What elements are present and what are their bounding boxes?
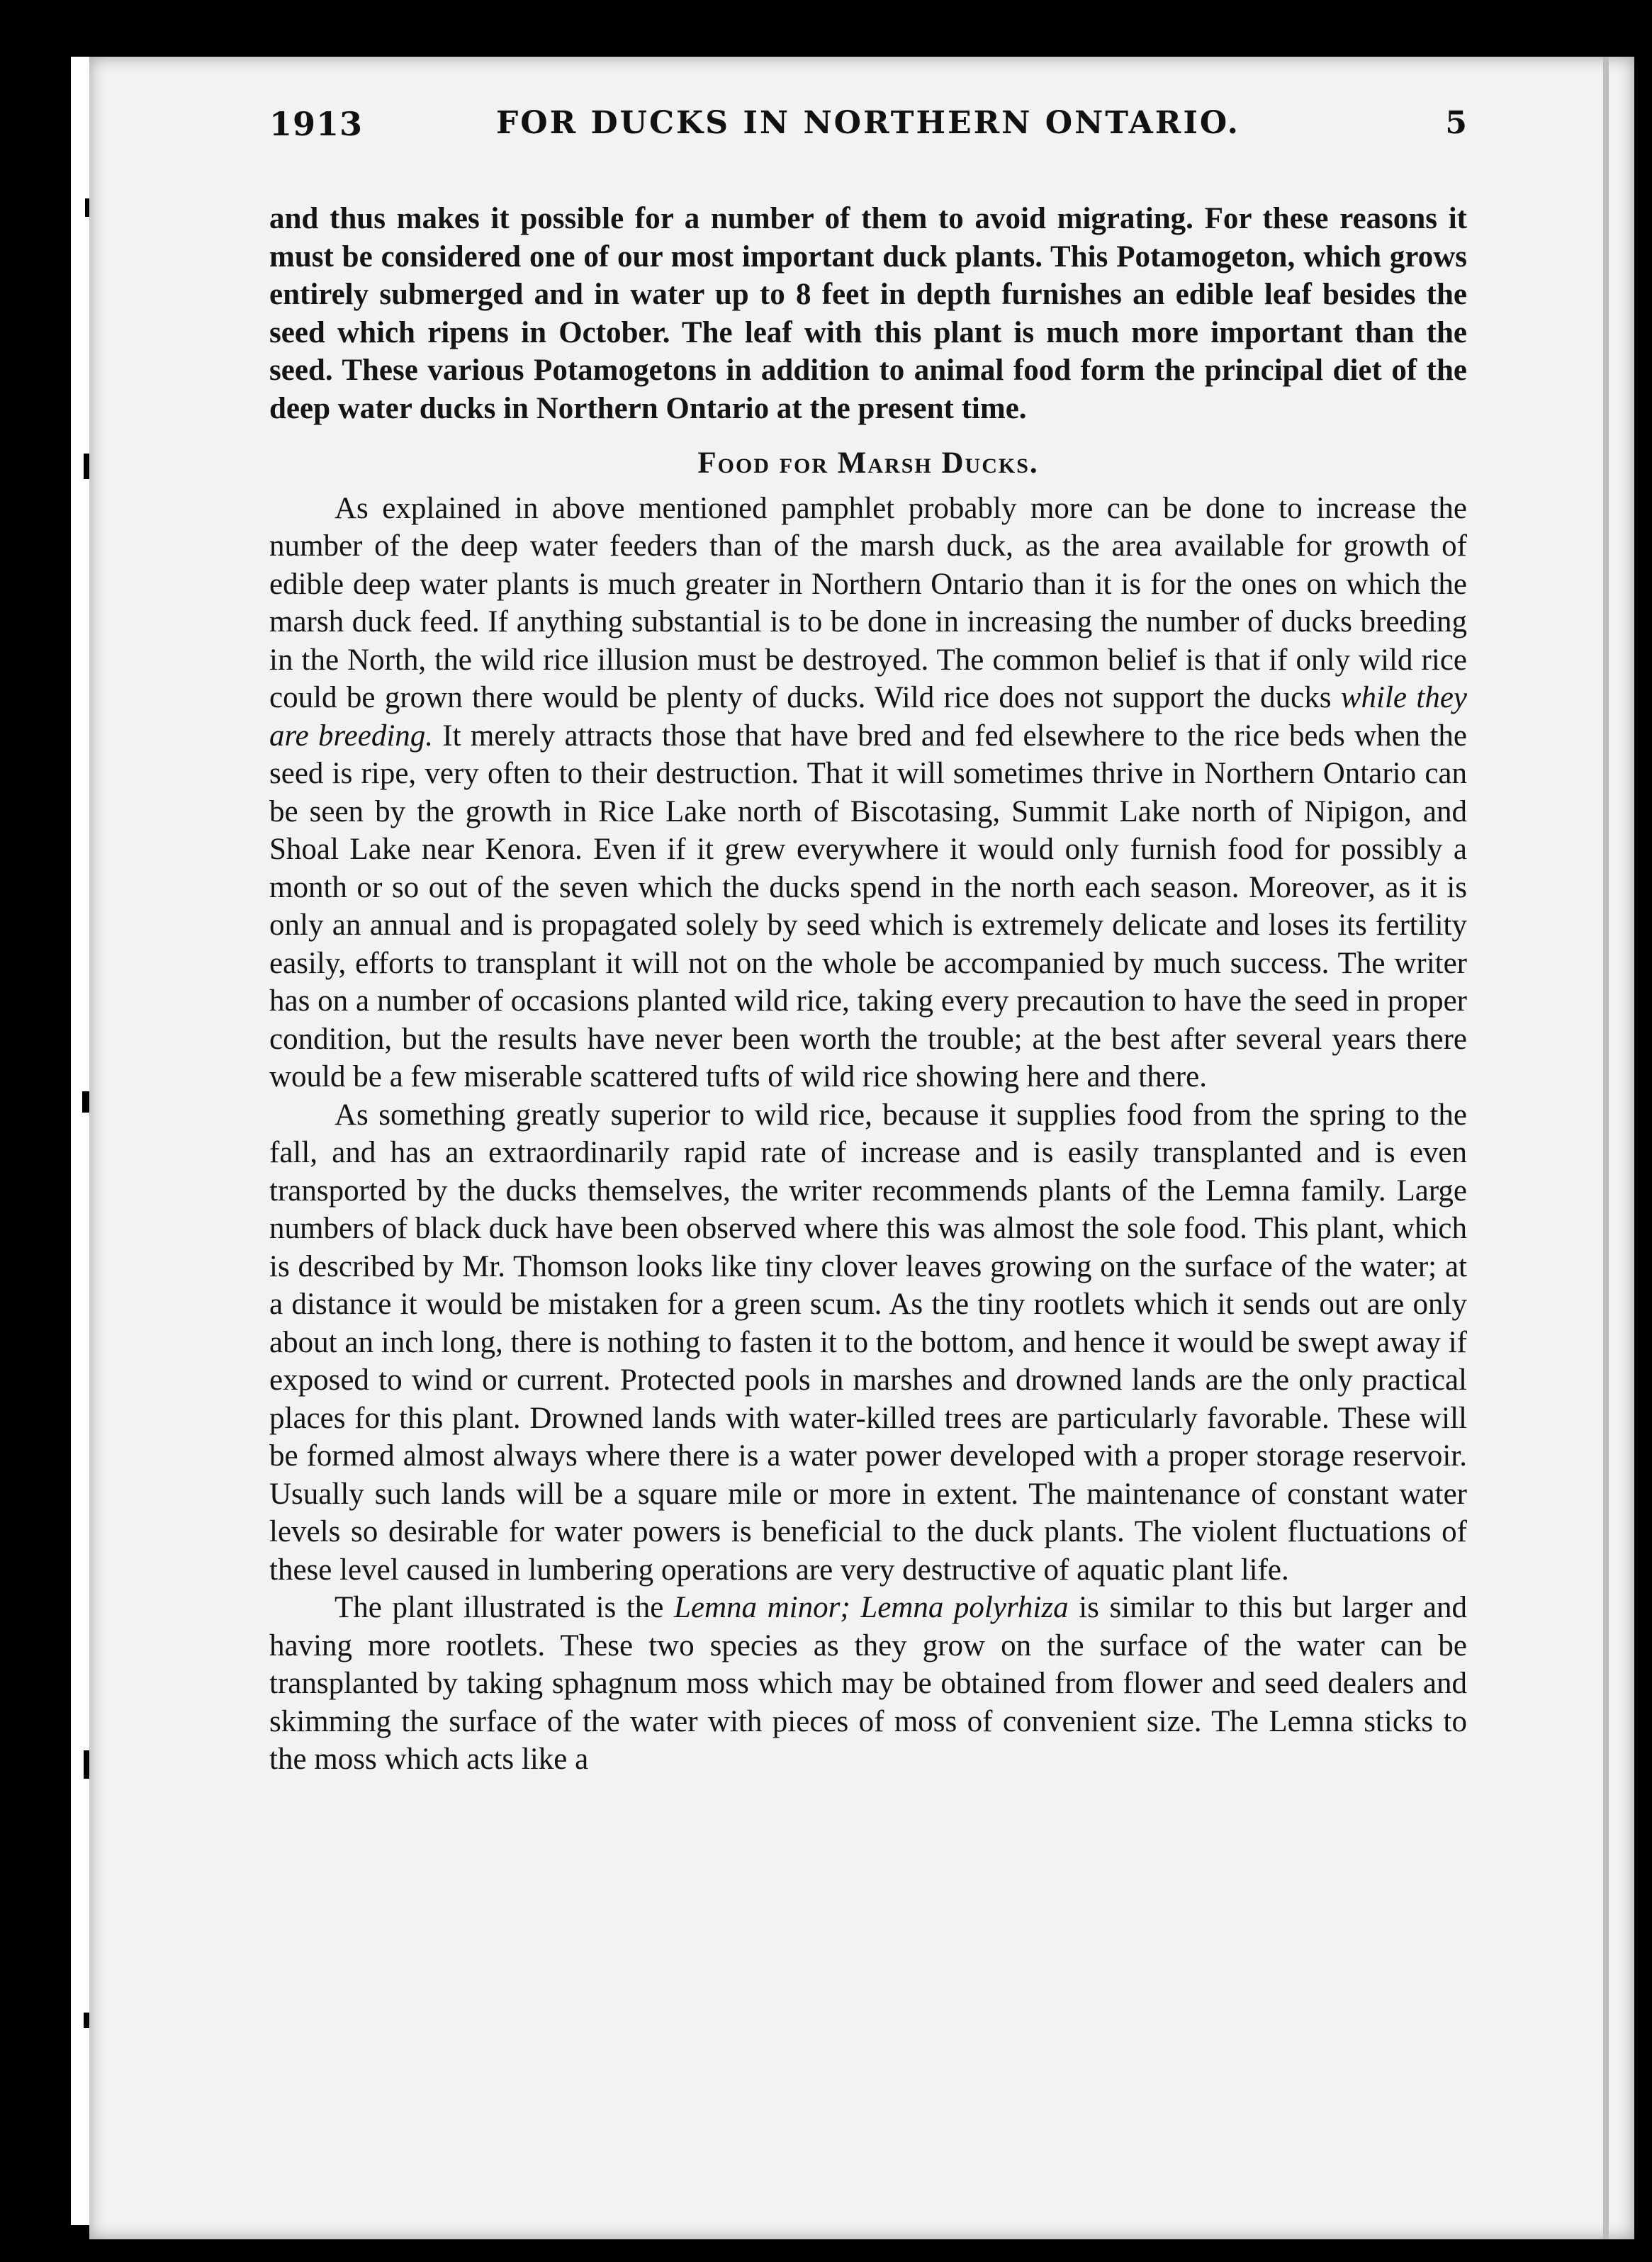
left-page-edge	[71, 57, 89, 2225]
header-year: 1913	[269, 105, 364, 143]
paragraph-text: As explained in above mentioned pamphlet probably more can be done to increase the number of the deep water feeders than of the marsh duck, as the area available for growth of edible deep water plants is much greater in Northern Ontario than it is for the ones on which the marsh duck feed. If anything substantial is to be done in increasing the number of ducks breeding in the North, the wild rice illusion must be destroyed. The common belief is that if only wild rice could be grown there would be plenty of ducks. Wild rice does not support the ducks	[269, 491, 1467, 714]
paragraph-continued: and thus makes it possible for a number of them to avoid migrating. For these reasons it must be considered one of our most important duck plants. This Potamogeton, which grows entirely submerged and in water up to 8 feet in depth furnishes an edible leaf besides the seed which ripens in October. The leaf with this plant is much more important than the seed. These various Potamogetons in addition to animal food form the principal diet of the deep water ducks in Northern Ontario at the present time.	[269, 202, 1467, 425]
body-text	[269, 200, 1467, 1779]
paragraph-text: It merely attracts those that have bred and fed elsewhere to the rice beds when the seed is ripe, very often to their destruction. That it will sometimes thrive in Northern Ontario can be seen by the growth in Rice Lake north of Biscotasing, Summit Lake north of Nipigon, and Shoal Lake near Kenora. Even if it grew everywhere it would only furnish food for possibly a month or so out of the seven which the ducks spend in the north each season. Moreover, as it is only an annual and is propagated solely by seed which is extremely delicate and loses its fertility easily, efforts to transplant it will not on the whole be accompanied by much success. The writer has on a number of occasions planted wild rice, taking every precaution to have the seed in proper condition, but the results have never been worth the trouble; at the best after several years there would be a few miserable scattered tufts of wild rice showing here and there.	[269, 719, 1467, 1093]
italic-species-names: Lemna minor; Lemna polyrhiza	[673, 1591, 1069, 1624]
page-right-edge	[1603, 57, 1609, 2239]
page-number: 5	[1445, 105, 1467, 141]
page-header	[269, 105, 1467, 154]
italic-phrase: while they are breeding.	[269, 681, 1467, 753]
paragraph-text: The plant illustrated is the	[335, 1591, 674, 1624]
paragraph-wild-rice	[269, 490, 1467, 1096]
paragraph-lemna: As something greatly superior to wild rice, because it supplies food from the spring to the fall, and has an extraordinarily rapid rate of increase and is easily transplanted and is even transported by the ducks themselves, the writer recommends plants of the Lemna family. Large numbers of black duck have been observed where this was almost the sole food. This plant, which is described by Mr. Thomson looks like tiny clover leaves growing on the surface of the water; at a distance it would be mistaken for a green scum. As the tiny rootlets which it sends out are only about an inch long, there is nothing to fasten it to the bottom, and hence it would be swept away if exposed to wind or current. Protected pools in marshes and drowned lands are the only practical places for this plant. Drowned lands with water-killed trees are particularly favorable. These will be formed almost always where there is a water power developed with a proper storage reservoir. Usually such lands will be a square mile or more in extent. The maintenance of constant water levels so desirable for water powers is beneficial to the duck plants. The violent fluctuations of these level caused in lumbering operations are very destructive of aquatic plant life.	[269, 1098, 1467, 1587]
running-title: FOR DUCKS IN NORTHERN ONTARIO.	[496, 105, 1240, 141]
paragraph-text: is similar to this but larger and having more rootlets. These two species as they grow on the surface of the water can be transplanted by taking sphagnum moss which may be obtained from flower and seed dealers and skimming the surface of the water with pieces of moss of convenient size. The Lemna sticks to the moss which acts like a	[269, 1591, 1467, 1776]
paragraph-lemna-species	[269, 1589, 1467, 1779]
section-heading: Food for Marsh Ducks.	[697, 446, 1039, 480]
